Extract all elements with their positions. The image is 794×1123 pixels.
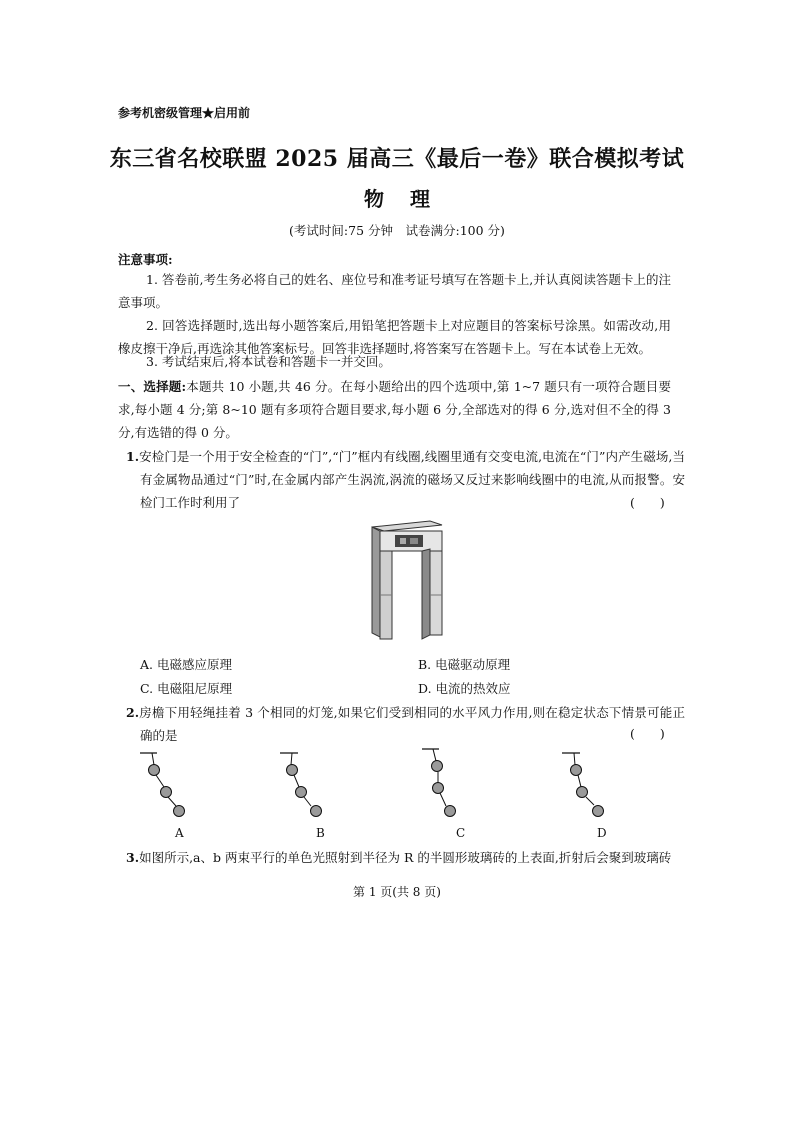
question-3-text: 如图所示,a、b 两束平行的单色光照射到半径为 R 的半圆形玻璃砖的上表面,折射后会聚到玻璃砖	[139, 850, 671, 865]
question-3	[126, 846, 671, 869]
diagram-label-d: D	[597, 826, 607, 840]
section-1-heading: 一、选择题:	[118, 379, 187, 394]
subject-title: 物理	[364, 187, 456, 211]
question-2	[126, 701, 685, 747]
exam-title: 东三省名校联盟 2025 届高三《最后一卷》联合模拟考试	[109, 146, 685, 172]
question-2-answer-paren: ( )	[630, 726, 665, 741]
question-1-option-c: C. 电磁阻尼原理	[140, 681, 233, 696]
lantern-diagram-d	[562, 753, 604, 817]
question-2-text: 房檐下用轻绳挂着 3 个相同的灯笼,如果它们受到相同的水平风力作用,则在稳定状态下情景可能正确的是	[139, 705, 685, 743]
question-1-answer-paren: ( )	[630, 495, 665, 510]
question-1	[126, 445, 685, 514]
exam-info: (考试时间:75 分钟 试卷满分:100 分)	[289, 223, 505, 238]
confidential-mark: 参考机密级管理★启用前	[118, 106, 251, 120]
section-1-intro	[118, 375, 671, 444]
note-item-2: 2. 回答选择题时,选出每小题答案后,用铅笔把答题卡上对应题目的答案标号涂黑。如需改动,用橡皮擦干净后,再选涂其他答案标号。回答非选择题时,将答案写在答题卡上。写在本试卷上无效。	[118, 318, 671, 356]
section-1-text: 本题共 10 小题,共 46 分。在每小题给出的四个选项中,第 1~7 题只有一项符合题目要求,每小题 4 分;第 8~10 题有多项符合题目要求,每小题 6 分,全部选对的得 6 分,选对但不全的得 3 分,有选错的得 0 分。	[118, 379, 671, 440]
question-2-number: 2.	[126, 705, 140, 720]
question-1-option-a: A. 电磁感应原理	[140, 657, 232, 672]
diagram-label-b: B	[316, 826, 325, 840]
lantern-diagram-c	[422, 749, 456, 817]
note-item-3: 3. 考试结束后,将本试卷和答题卡一并交回。	[146, 354, 391, 369]
security-gate-image	[360, 515, 450, 645]
diagram-label-c: C	[456, 826, 466, 840]
lantern-diagram-a	[140, 753, 185, 817]
question-1-option-d: D. 电流的热效应	[418, 681, 511, 696]
question-3-number: 3.	[126, 850, 140, 865]
question-1-text: 安检门是一个用于安全检查的“门”,“门”框内有线圈,线圈里通有交变电流,电流在“门”内产生磁场,当有金属物品通过“门”时,在金属内部产生涡流,涡流的磁场又反过来影响线圈中的电流,从而报警。安检门工作时利用了	[139, 449, 685, 510]
notes-heading: 注意事项:	[118, 252, 173, 267]
lantern-diagram-b	[280, 753, 322, 817]
question-1-number: 1.	[126, 449, 140, 464]
page-footer: 第 1 页(共 8 页)	[353, 885, 441, 899]
note-item-1: 1. 答卷前,考生务必将自己的姓名、座位号和准考证号填写在答题卡上,并认真阅读答题卡上的注意事项。	[118, 272, 671, 310]
diagram-label-a: A	[175, 826, 184, 840]
question-1-option-b: B. 电磁驱动原理	[418, 657, 511, 672]
lantern-diagrams	[130, 745, 630, 830]
